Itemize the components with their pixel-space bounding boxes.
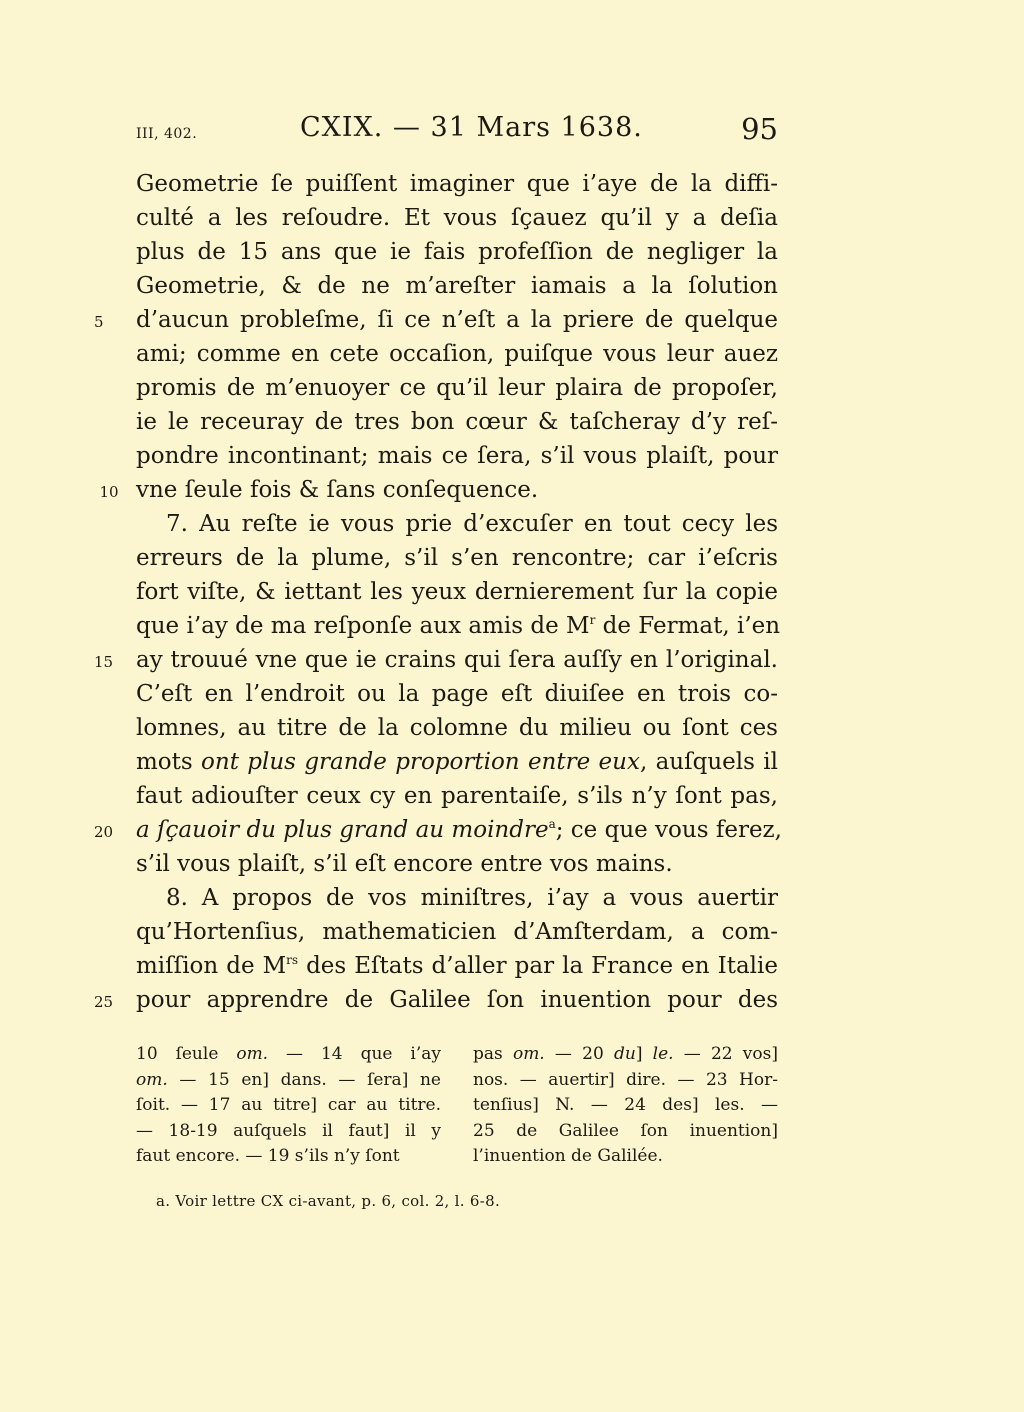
text-line xyxy=(136,167,778,201)
variant-line: faut encore. — 19 s’ils n’y ſont xyxy=(136,1146,400,1166)
line-text: 8. A propos de vos miniſtres, i’ay a vous auertir xyxy=(166,885,778,911)
line-text: que i’ay de ma reſponſe aux amis de $M^r$ de Fermat, i’en xyxy=(136,613,781,639)
line-text: miſſion de $M^{rs}$ des Eſtats d’aller par la France en Italie xyxy=(136,953,778,979)
line-text: d’aucun probleſme, ſi ce n’eſt a la priere de quelque xyxy=(136,307,778,333)
text-line xyxy=(94,643,778,677)
text-line xyxy=(136,235,778,269)
text-line xyxy=(94,813,782,847)
line-text: fort viſte, & iettant les yeux dernierement ſur la copie xyxy=(136,579,778,605)
line-text: lomnes, au titre de la colomne du milieu ou ſont ces xyxy=(136,715,778,741)
line-text: culté a les reſoudre. Et vous ſçauez qu’il y a deſia xyxy=(136,205,778,231)
text-line xyxy=(136,609,781,643)
line-text: vne ſeule fois & ſans conſequence. xyxy=(136,477,539,503)
running-header xyxy=(136,112,778,156)
line-text: ay trouué vne que ie crains qui ſera auſſy en l’original. xyxy=(136,647,778,673)
main-text xyxy=(94,167,782,1017)
variant-line: 25 de Galilee ſon inuention] xyxy=(473,1120,778,1141)
text-line xyxy=(136,337,778,371)
text-line xyxy=(136,881,778,915)
line-text: qu’Hortenſius, mathematicien d’Amſterdam, a com- xyxy=(136,919,778,945)
text-line xyxy=(136,371,778,405)
text-line xyxy=(94,303,778,337)
line-text: ami; comme en cete occaſion, puiſque vous leur auez xyxy=(136,341,778,367)
page-number: 95 xyxy=(741,112,778,146)
line-text: a ſçauoir du plus grand au moindre$^a$; ce que vous ferez, xyxy=(136,817,782,843)
footnote: a. Voir lettre CX ci-avant, p. 6, col. 2, l. 6-8. xyxy=(156,1192,501,1210)
line-text: erreurs de la plume, s’il s’en rencontre; car i’eſcris xyxy=(136,545,778,571)
text-line xyxy=(99,473,778,507)
line-text: Geometrie, & de ne m’areſter iamais a la ſolution xyxy=(136,273,778,299)
line-text: promis de m’enuoyer ce qu’il leur plaira de propoſer, xyxy=(136,375,778,401)
text-line xyxy=(136,847,778,881)
text-line xyxy=(136,575,778,609)
line-text: ie le receuray de tres bon cœur & taſcheray d’y reſ- xyxy=(136,409,778,435)
line-number: 25 xyxy=(94,993,114,1011)
variant-line: pas om. — 20 du] le. — 22 vos] xyxy=(473,1044,778,1064)
text-line xyxy=(136,269,778,303)
text-line xyxy=(136,439,778,473)
line-number: 5 xyxy=(94,313,104,331)
line-text: faut adiouſter ceux cy en parentaiſe, s’ils n’y ſont pas, xyxy=(136,783,778,809)
text-line xyxy=(136,745,778,779)
variants-column-right xyxy=(473,1042,778,1170)
line-text: plus de 15 ans que ie fais profeſſion de negliger la xyxy=(136,239,778,265)
text-line xyxy=(136,949,778,983)
text-line xyxy=(136,201,778,235)
text-line xyxy=(136,541,778,575)
line-text: C’eſt en l’endroit ou la page eſt diuiſee en trois co- xyxy=(136,681,778,707)
variant-line: nos. — auertir] dire. — 23 Hor- xyxy=(473,1069,778,1090)
line-text: 7. Au reſte ie vous prie d’excuſer en tout cecy les xyxy=(166,511,778,537)
line-text: pondre incontinant; mais ce ſera, s’il vous plaiſt, pour xyxy=(136,443,778,469)
line-number: 20 xyxy=(94,823,114,841)
text-line xyxy=(136,405,778,439)
line-text: s’il vous plaiſt, s’il eſt encore entre vos mains. xyxy=(136,851,673,877)
variant-line: tenſius] N. — 24 des] les. — xyxy=(473,1095,778,1115)
volume-reference: III, 402. xyxy=(136,126,198,142)
text-line xyxy=(136,507,778,541)
variant-line: om. — 15 en] dans. — ſera] ne xyxy=(136,1069,441,1090)
page-title: CXIX. — 31 Mars 1638. xyxy=(300,112,643,143)
text-line xyxy=(136,915,778,949)
variant-line: — 18-19 auſquels il faut] il y xyxy=(136,1120,441,1141)
text-line xyxy=(94,983,778,1017)
text-line xyxy=(136,779,778,813)
variant-line: ſoit. — 17 au titre] car au titre. xyxy=(136,1095,441,1115)
line-number: 15 xyxy=(94,653,114,671)
variant-line: 10 ſeule om. — 14 que i’ay xyxy=(136,1044,441,1064)
line-text: Geometrie ſe puiſſent imaginer que i’aye de la diffi- xyxy=(136,171,778,197)
text-line xyxy=(136,677,778,711)
line-text: mots ont plus grande proportion entre eux, auſquels il xyxy=(136,749,778,775)
line-text: pour apprendre de Galilee ſon inuention pour des xyxy=(136,987,778,1013)
text-line xyxy=(136,711,778,745)
variants-column-left xyxy=(136,1042,441,1170)
line-number: 10 xyxy=(99,483,119,501)
variant-line: l’inuention de Galilée. xyxy=(473,1146,663,1166)
